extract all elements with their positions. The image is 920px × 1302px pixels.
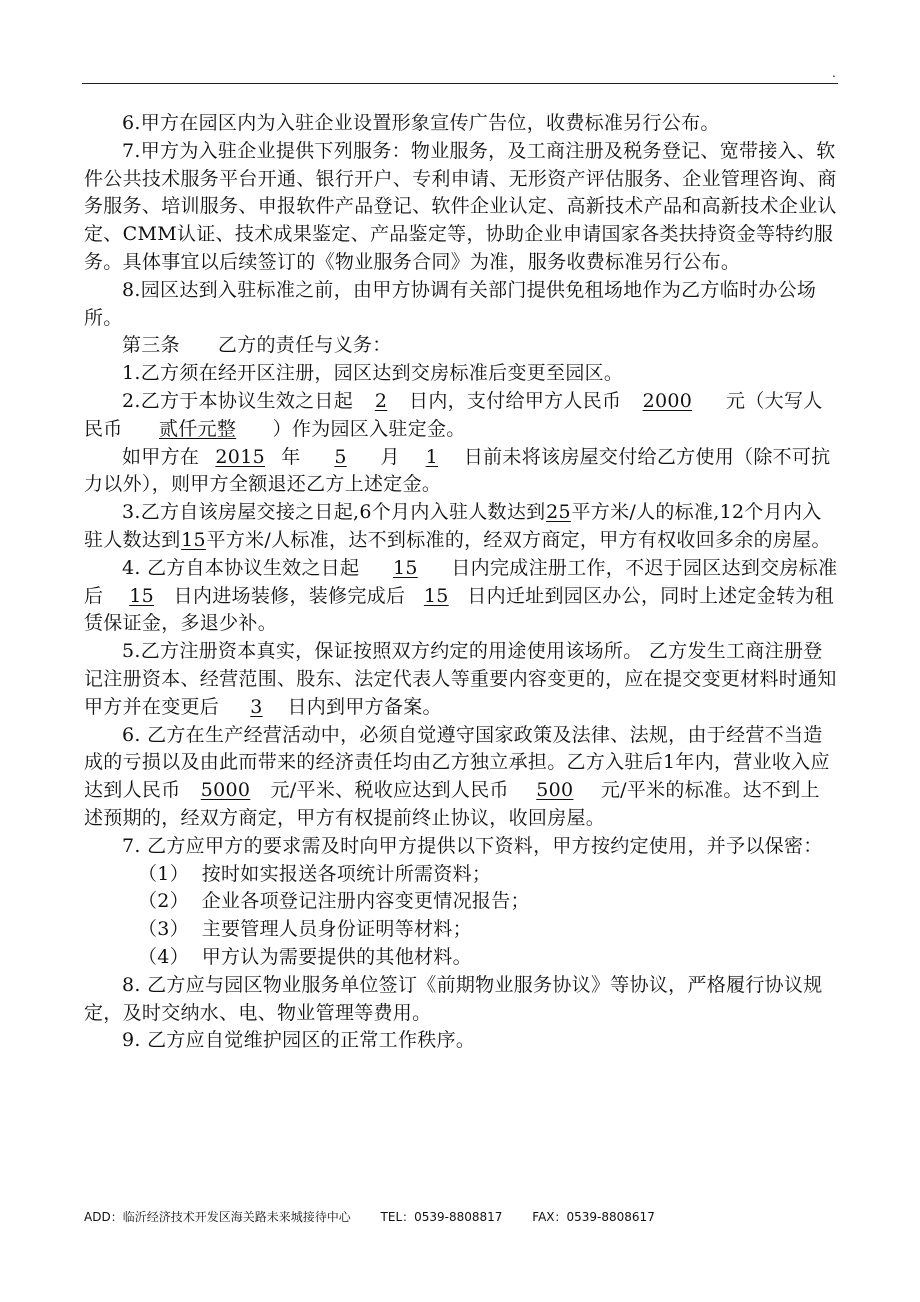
- clause-b6: 6. 乙方在生产经营活动中，必须自觉遵守国家政策及法律、法规，由于经营不当造成的亏损以及由此而带来的经济责任均由乙方独立承担。乙方入驻后1年内，营业收入应达到人民币 5000 元/平米、税收应达到人民币 500 元/平米的标准。达不到上述预期的，经双方商定，甲方有权提前终止协议，收回房屋。: [84, 723, 830, 829]
- deadline-day: 1: [425, 445, 439, 468]
- list-item: （4） 甲方认为需要提供的其他材料。: [138, 945, 472, 968]
- clause-a8: 8.园区达到入驻标准之前，由甲方协调有关部门提供免租场地作为乙方临时办公场所。: [84, 278, 817, 329]
- footer-address: ADD：临沂经济技术开发区海关路未来城接待中心: [84, 1210, 351, 1224]
- density-12-month: 15: [181, 528, 206, 551]
- renovation-days: 15: [129, 584, 155, 607]
- clause-b9: 9. 乙方应自觉维护园区的正常工作秩序。: [122, 1029, 476, 1052]
- list-item: （1） 按时如实报送各项统计所需资料；: [138, 862, 492, 885]
- clause-b7: 7. 乙方应甲方的要求需及时向甲方提供以下资料，甲方按约定使用，并予以保密：: [122, 834, 823, 857]
- clause-b5: 5.乙方注册资本真实，保证按照双方约定的用途使用该场所。 乙方发生工商注册登记注册资本、经营范围、股东、法定代表人等重要内容变更的，应在提交变更材料时通知甲方并在变更后 3 日内到甲方备案。: [84, 638, 838, 721]
- footer-fax: FAX：0539-8808617: [532, 1210, 655, 1224]
- clause-a7: 7.甲方为入驻企业提供下列服务：物业服务，及工商注册及税务登记、宽带接入、软件公共技术服务平台开通、银行开户、专利申请、无形资产评估服务、企业管理咨询、商务服务、培训服务、申报软件产品登记、软件企业认定、高新技术产品和高新技术企业认定、CMM认证、技术成果鉴定、产品鉴定等，协助企业申请国家各类扶持资金等特约服务。具体事宜以后续签订的《物业服务合同》为准，服务收费标准另行公布。: [84, 139, 837, 273]
- clause-b3: 3.乙方自该房屋交接之日起,6个月内入驻人数达到25平方米/人的标准,12个月内入驻人数达到15平方米/人标准，达不到标准的，经双方商定，甲方有权收回多余的房屋。: [84, 499, 838, 555]
- article-3-title: 乙方的责任与义务：: [217, 334, 392, 357]
- deposit-amount: 2000: [642, 389, 693, 412]
- clause-b4: 4. 乙方自本协议生效之日起 15 日内完成注册工作，不迟于园区达到交房标准后 15 日内进场装修，装修完成后 15 日内迁址到园区办公，同时上述定金转为租赁保证金，多退少补。: [84, 556, 838, 635]
- deposit-amount-chinese: 贰仟元整: [159, 417, 237, 440]
- relocation-days: 15: [423, 584, 449, 607]
- document-body: [84, 110, 838, 1055]
- page-footer: [84, 1208, 681, 1225]
- list-item: （3） 主要管理人员身份证明等材料；: [138, 918, 472, 941]
- header-dot: .: [832, 66, 836, 80]
- list-item: （2） 企业各项登记注册内容变更情况报告；: [138, 890, 530, 913]
- clause-b1: 1.乙方须在经开区注册，园区达到交房标准后变更至园区。: [122, 362, 624, 385]
- clause-b2: 2.乙方于本协议生效之日起 2 日内，支付给甲方人民币 2000 元（大写人民币 贰仟元整 ）作为园区入驻定金。: [84, 388, 838, 444]
- deadline-year: 2015: [215, 445, 265, 468]
- filing-days: 3: [250, 695, 263, 718]
- clause-a6: 6.甲方在园区内为入驻企业设置形象宣传广告位，收费标准另行公布。: [122, 112, 720, 134]
- density-6-month: 25: [546, 501, 571, 524]
- header-rule: [82, 83, 838, 84]
- deposit-days: 2: [374, 389, 388, 412]
- clause-b2-refund: 如甲方在 2015 年 5 月 1 日前未将该房屋交付给乙方使用（除不可抗力以外），则甲方全额退还乙方上述定金。: [84, 445, 831, 496]
- tax-target: 500: [536, 779, 574, 802]
- article-3-heading: [84, 332, 838, 360]
- revenue-target: 5000: [200, 779, 251, 802]
- deadline-month: 5: [334, 445, 347, 468]
- registration-days: 15: [392, 556, 418, 579]
- clause-b8: 8. 乙方应与园区物业服务单位签订《前期物业服务协议》等协议，严格履行协议规定，及时交纳水、电、物业管理等费用。: [84, 973, 823, 1024]
- article-3-number: 第三条: [122, 334, 180, 357]
- footer-telephone: TEL：0539-8808817: [380, 1210, 503, 1224]
